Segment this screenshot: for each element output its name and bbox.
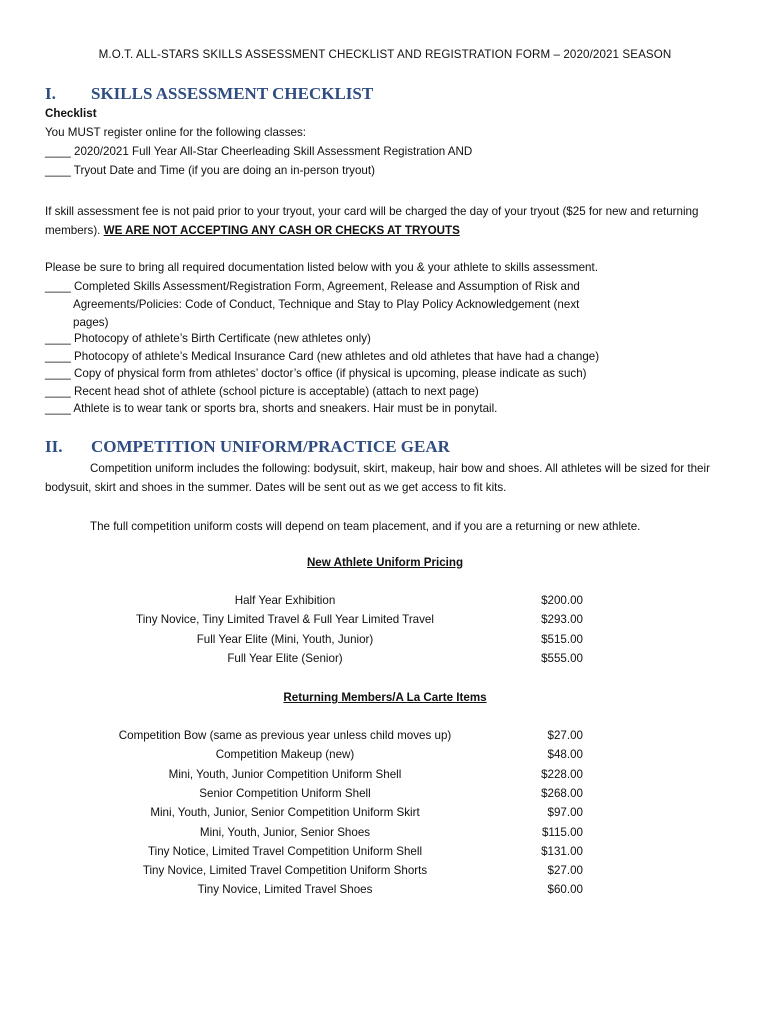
uniform-paragraph-1 (45, 459, 735, 497)
register-item-2: ____ Tryout Date and Time (if you are doing an in-person tryout) (45, 164, 375, 177)
price-row (0, 845, 770, 864)
doc-item-1-line-2: Agreements/Policies: Code of Conduct, Technique and Stay to Play Policy Acknowledgement (next (73, 298, 580, 311)
price-item-value: $200.00 (541, 594, 583, 607)
price-row (0, 864, 770, 883)
price-item-value: $555.00 (541, 651, 583, 665)
section-1-number: I. (45, 84, 56, 103)
price-row (0, 748, 770, 767)
price-row (0, 613, 770, 632)
price-row (0, 826, 770, 845)
docs-intro: Please be sure to bring all required documentation listed below with you & your athlete to skills assessment. (45, 261, 598, 274)
price-row (0, 768, 770, 787)
price-item-value: $48.00 (547, 748, 583, 762)
price-row (0, 806, 770, 825)
section-1-heading (45, 84, 373, 104)
doc-item-5: ____ Recent head shot of athlete (school picture is acceptable) (attach to next page) (45, 385, 479, 398)
doc-item-6: ____ Athlete is to wear tank or sports bra, shorts and sneakers. Hair must be in ponytail. (45, 402, 498, 415)
section-1-title: SKILLS ASSESSMENT CHECKLIST (91, 84, 374, 103)
uniform-description: Competition uniform includes the following: bodysuit, skirt, makeup, hair bow and shoes. All athletes will be sized for their bodysuit, skirt and shoes in the summer. Dates will be sent out as we get access to fit kits. (45, 462, 710, 494)
doc-item-1-line-1: ____ Completed Skills Assessment/Registration Form, Agreement, Release and Assumption of Risk and (45, 280, 580, 293)
price-item-name: Mini, Youth, Junior Competition Uniform Shell (168, 767, 402, 781)
price-item-name: Senior Competition Uniform Shell (199, 786, 371, 800)
price-item-value: $293.00 (541, 613, 583, 627)
section-2-title: COMPETITION UNIFORM/PRACTICE GEAR (91, 437, 450, 456)
uniform-cost-note: The full competition uniform costs will depend on team placement, and if you are a returning or new athlete. (90, 520, 641, 533)
price-row (0, 787, 770, 806)
price-item-value: $131.00 (541, 844, 583, 858)
returning-pricing-title: Returning Members/A La Carte Items (283, 691, 487, 704)
fee-note: If skill assessment fee is not paid prior to your tryout, your card will be charged the day of your tryout ($25 for new and returning members). (45, 205, 699, 237)
price-item-value: $115.00 (541, 825, 583, 839)
new-athlete-pricing-title: New Athlete Uniform Pricing (306, 556, 464, 569)
price-row (0, 633, 770, 652)
price-item-value: $27.00 (547, 864, 583, 878)
price-item-value: $515.00 (541, 632, 583, 646)
section-2-heading (45, 437, 450, 457)
price-item-name: Tiny Novice, Limited Travel Shoes (197, 883, 373, 897)
price-row (0, 652, 770, 671)
price-item-name: Competition Makeup (new) (215, 748, 355, 762)
document-title: M.O.T. ALL-STARS SKILLS ASSESSMENT CHECKLIST AND REGISTRATION FORM – 2020/2021 SEASON (98, 48, 672, 61)
price-item-value: $228.00 (541, 767, 583, 781)
price-item-name: Tiny Notice, Limited Travel Competition Uniform Shell (147, 844, 423, 858)
price-item-name: Full Year Elite (Senior) (227, 651, 343, 665)
doc-item-2: ____ Photocopy of athlete’s Birth Certificate (new athletes only) (45, 332, 371, 345)
price-row (0, 729, 770, 748)
register-item-1: ____ 2020/2021 Full Year All-Star Cheerleading Skill Assessment Registration AND (45, 145, 473, 158)
price-row (0, 883, 770, 902)
price-item-value: $27.00 (547, 729, 583, 742)
price-item-name: Half Year Exhibition (234, 594, 336, 607)
doc-item-4: ____ Copy of physical form from athletes’ doctor’s office (if physical is upcoming, please indicate as such) (45, 367, 587, 380)
fee-warning: WE ARE NOT ACCEPTING ANY CASH OR CHECKS AT TRYOUTS (103, 224, 460, 237)
price-item-name: Competition Bow (same as previous year unless child moves up) (118, 729, 452, 742)
price-item-name: Tiny Novice, Limited Travel Competition Uniform Shorts (142, 864, 428, 878)
doc-item-3: ____ Photocopy of athlete’s Medical Insurance Card (new athletes and old athletes that have had a change) (45, 350, 600, 363)
uniform-paragraph-2 (45, 517, 735, 536)
price-item-value: $97.00 (547, 806, 583, 820)
section-2-number: II. (45, 437, 63, 456)
price-row (0, 594, 770, 613)
price-item-name: Mini, Youth, Junior, Senior Shoes (199, 825, 371, 839)
price-item-name: Tiny Novice, Tiny Limited Travel & Full Year Limited Travel (136, 613, 434, 627)
price-item-value: $60.00 (547, 883, 583, 897)
price-item-name: Full Year Elite (Mini, Youth, Junior) (196, 632, 374, 646)
doc-item-1-line-3: pages) (73, 316, 109, 329)
fee-note-paragraph (45, 202, 725, 240)
checklist-subheading: Checklist (45, 107, 97, 120)
price-item-name: Mini, Youth, Junior, Senior Competition Uniform Skirt (150, 806, 420, 820)
register-intro: You MUST register online for the following classes: (45, 126, 306, 139)
price-item-value: $268.00 (541, 786, 583, 800)
